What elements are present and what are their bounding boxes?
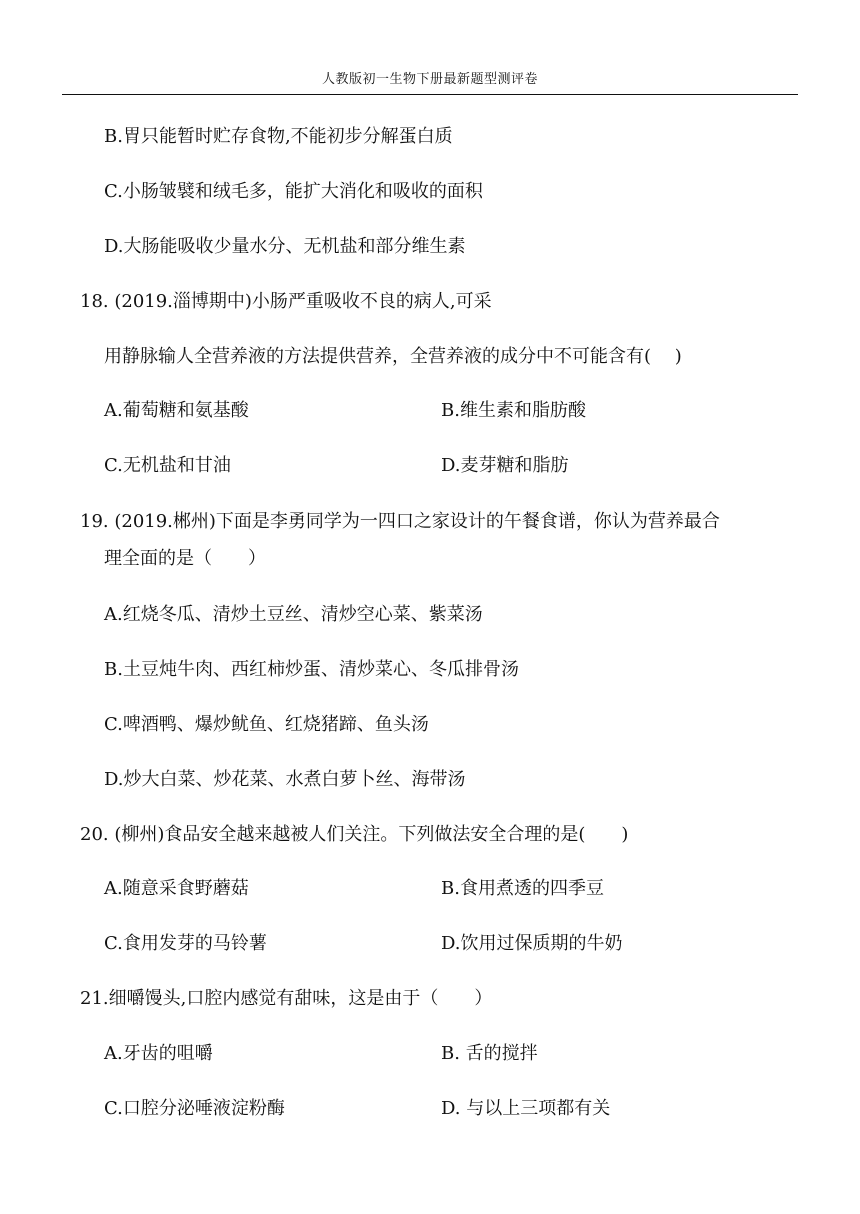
header-divider xyxy=(62,94,798,95)
question-21-stem: 21.细嚼馒头,口腔内感觉有甜味，这是由于（ ） xyxy=(80,988,493,1009)
prev-option-c: C.小肠皱襞和绒毛多，能扩大消化和吸收的面积 xyxy=(104,181,483,202)
question-19-stem-cont: 理全面的是（ ） xyxy=(104,548,266,569)
prev-option-d: D.大肠能吸收少量水分、无机盐和部分维生素 xyxy=(104,236,466,257)
question-19-stem: 19. (2019.郴州)下面是李勇同学为一四口之家设计的午餐食谱，你认为营养最合 xyxy=(80,511,720,532)
question-21-option-b: B. 舌的搅拌 xyxy=(441,1043,538,1064)
question-19-option-c: C.啤酒鸭、爆炒鱿鱼、红烧猪蹄、鱼头汤 xyxy=(104,714,429,735)
question-20-option-c: C.食用发芽的马铃薯 xyxy=(104,933,267,954)
question-21-option-a: A.牙齿的咀嚼 xyxy=(104,1043,213,1064)
question-20-option-d: D.饮用过保质期的牛奶 xyxy=(441,933,623,954)
question-21-option-c: C.口腔分泌唾液淀粉酶 xyxy=(104,1098,285,1119)
question-21-option-d: D. 与以上三项都有关 xyxy=(441,1098,611,1119)
page-header: 人教版初一生物下册最新题型测评卷 xyxy=(321,72,538,87)
question-20-stem: 20. (柳州)食品安全越来越被人们关注。下列做法安全合理的是( ) xyxy=(80,824,629,845)
question-18-option-b: B.维生素和脂肪酸 xyxy=(441,400,586,421)
question-20-option-b: B.食用煮透的四季豆 xyxy=(441,878,604,899)
question-18-stem: 18. (2019.淄博期中)小肠严重吸收不良的病人,可采 xyxy=(80,291,492,312)
question-20-option-a: A.随意采食野蘑菇 xyxy=(104,878,249,899)
question-19-option-d: D.炒大白菜、炒花菜、水煮白萝卜丝、海带汤 xyxy=(104,769,466,790)
question-19-option-a: A.红烧冬瓜、清炒土豆丝、清炒空心菜、紫菜汤 xyxy=(104,604,483,625)
prev-option-b: B.胃只能暂时贮存食物,不能初步分解蛋白质 xyxy=(104,126,453,147)
question-19-option-b: B.土豆炖牛肉、西红柿炒蛋、清炒菜心、冬瓜排骨汤 xyxy=(104,659,519,680)
question-18-stem-cont: 用静脉输人全营养液的方法提供营养，全营养液的成分中不可能含有( ) xyxy=(104,346,682,367)
question-18-option-c: C.无机盐和甘油 xyxy=(104,455,231,476)
question-18-option-d: D.麦芽糖和脂肪 xyxy=(441,455,569,476)
question-18-option-a: A.葡萄糖和氨基酸 xyxy=(104,400,249,421)
